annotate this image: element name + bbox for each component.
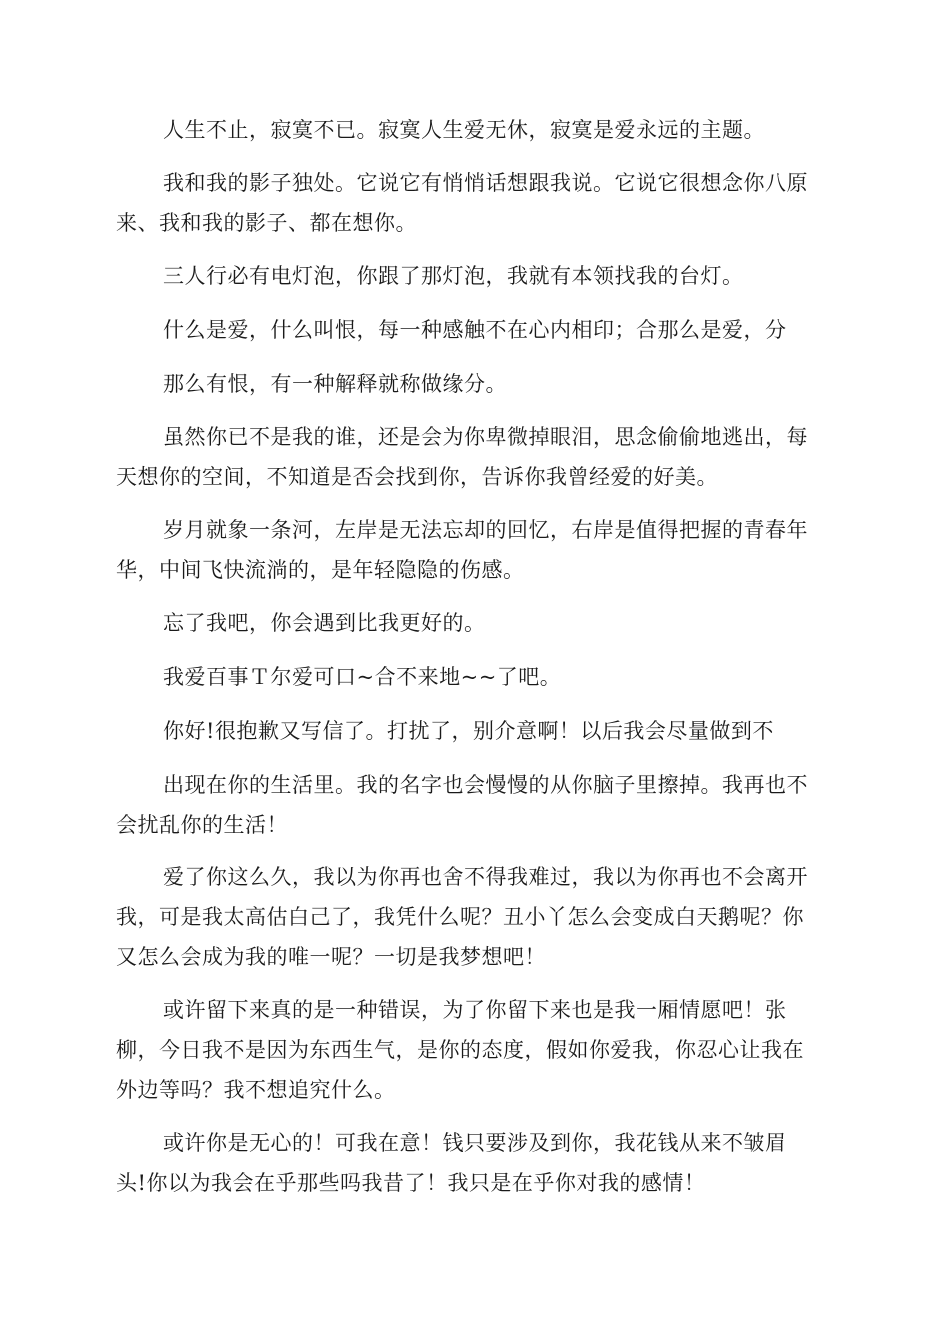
text-line: 忘了我吧，你会遇到比我更好的。 [163, 611, 486, 635]
text-line: 柳，今日我不是因为东西生气，是你的态度，假如你爱我，你忍心让我在 [116, 1038, 804, 1062]
text-line: 我，可是我太高估白己了，我凭什么呢？丑小丫怎么会变成白天鹅呢？你 [116, 905, 804, 929]
text-line: 你好!很抱歉又写信了。打扰了，别介意啊！以后我会尽量做到不 [163, 719, 774, 743]
text-line: 来、我和我的影子、都在想你。 [116, 211, 417, 235]
text-line: 会扰乱你的生活！ [116, 813, 288, 837]
text-line: 我爱百事Ｔ尔爱可口~合不来地~~了吧。 [163, 665, 562, 689]
text-line: 华，中间飞快流淌的，是年轻隐隐的伤感。 [116, 558, 525, 582]
text-line: 我和我的影子独处。它说它有悄悄话想跟我说。它说它很想念你八原 [163, 171, 808, 195]
text-line: 又怎么会成为我的唯一呢？一切是我梦想吧！ [116, 945, 546, 969]
text-line: 外边等吗？我不想追究什么。 [116, 1078, 396, 1102]
text-line: 爱了你这么久，我以为你再也舍不得我难过，我以为你再也不会离开 [163, 865, 808, 889]
text-line: 出现在你的生活里。我的名字也会慢慢的从你脑子里擦掉。我再也不 [163, 773, 808, 797]
text-line: 或许你是无心的！可我在意！钱只要涉及到你，我花钱从来不皱眉 [163, 1131, 787, 1155]
text-line: 什么是爱，什么叫恨，每一种感触不在心内相印；合那么是爱，分 [163, 318, 787, 342]
text-line: 那么有恨，有一种解释就称做缘分。 [163, 372, 507, 396]
text-line: 虽然你已不是我的谁，还是会为你卑微掉眼泪，思念偷偷地逃出，每 [163, 425, 808, 449]
text-line: 天想你的空间，不知道是否会找到你，告诉你我曾经爱的好美。 [116, 465, 718, 489]
text-line: 岁月就象一条河，左岸是无法忘却的回忆，右岸是值得把握的青春年 [163, 518, 808, 542]
text-line: 或许留下来真的是一种错误，为了你留下来也是我一厢情愿吧！张 [163, 998, 787, 1022]
text-line: 头!你以为我会在乎那些吗我昔了！我只是在乎你对我的感情！ [116, 1171, 706, 1195]
text-line: 人生不止，寂寞不已。寂寞人生爱无休，寂寞是爱永远的主题。 [163, 118, 765, 142]
text-line: 三人行必有电灯泡，你跟了那灯泡，我就有本领找我的台灯。 [163, 264, 744, 288]
